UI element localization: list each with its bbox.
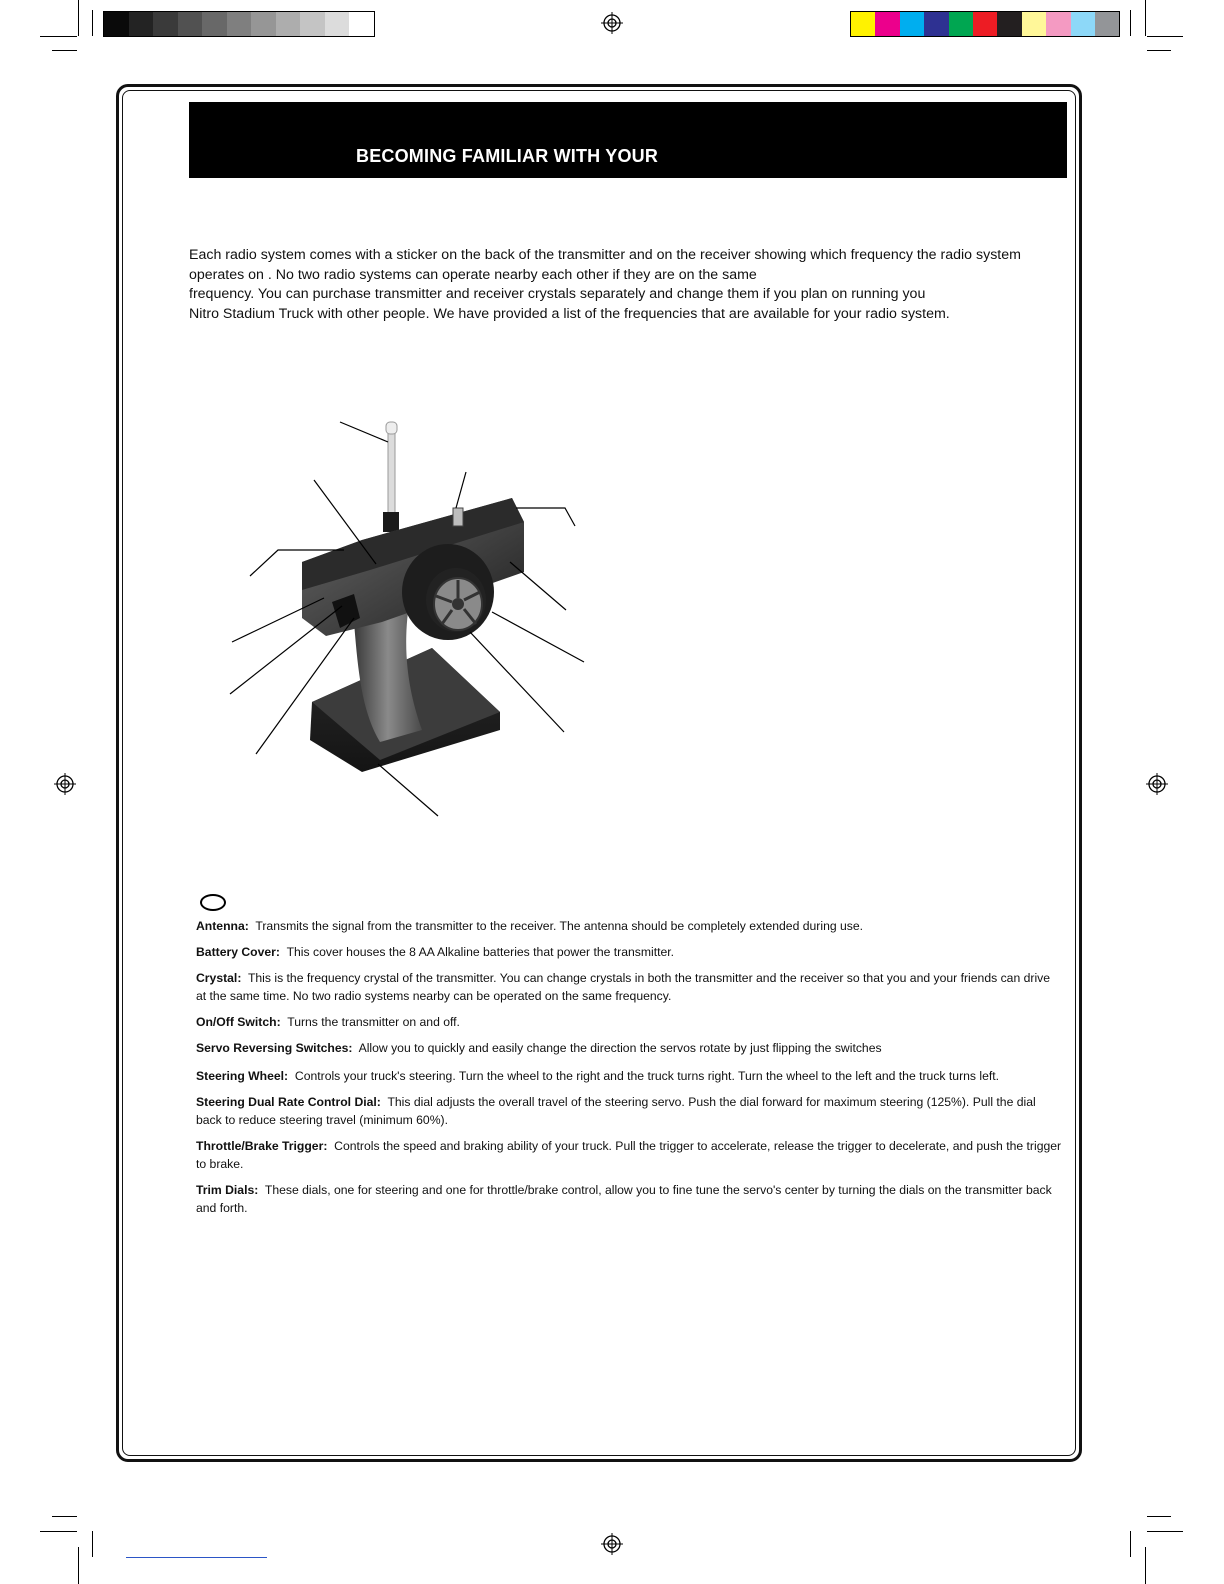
definitions-list	[196, 917, 1062, 1225]
definition-item	[196, 1067, 1062, 1085]
callout-antenna	[340, 422, 388, 442]
callout-grip	[256, 618, 354, 754]
definition-item	[196, 1013, 1062, 1031]
definition-term: Antenna:	[196, 919, 249, 933]
gray-swatch	[104, 12, 129, 36]
crop-mark	[52, 1516, 77, 1517]
definition-item	[196, 1137, 1062, 1173]
color-calibration-strip	[850, 11, 1120, 37]
crop-mark	[1147, 1516, 1171, 1517]
callout-crystal	[314, 480, 376, 564]
color-swatch	[851, 12, 875, 36]
color-swatch	[997, 12, 1021, 36]
registration-target-icon	[54, 773, 76, 795]
gray-swatch	[300, 12, 325, 36]
color-swatch	[875, 12, 899, 36]
definition-item	[196, 1093, 1062, 1129]
definition-term: Trim Dials:	[196, 1183, 259, 1197]
gray-swatch	[178, 12, 203, 36]
gray-swatch	[349, 12, 374, 36]
definition-text: Transmits the signal from the transmitter to the receiver. The antenna should be completely extended during use.	[255, 919, 864, 933]
callout-servo-reversing	[516, 508, 575, 526]
color-swatch	[973, 12, 997, 36]
gray-swatch	[153, 12, 178, 36]
definition-term: Steering Wheel:	[196, 1069, 289, 1083]
crop-mark	[1147, 1531, 1183, 1532]
crop-mark	[92, 1531, 93, 1557]
definition-text: Allow you to quickly and easily change the direction the servos rotate by just flipping the switches	[358, 1041, 882, 1055]
color-swatch	[924, 12, 948, 36]
definition-text: This dial adjusts the overall travel of the steering servo. Push the dial forward for maximum steering (125%). Pull the dial back to reduce steering travel (minimum 60%).	[196, 1095, 1036, 1127]
callout-lines	[220, 412, 600, 822]
definition-text: This cover houses the 8 AA Alkaline batteries that power the transmitter.	[286, 945, 675, 959]
gray-swatch	[202, 12, 227, 36]
definition-term: Crystal:	[196, 971, 242, 985]
definition-term: Servo Reversing Switches:	[196, 1041, 353, 1055]
definition-term: Throttle/Brake Trigger:	[196, 1139, 328, 1153]
page-title: BECOMING FAMILIAR WITH YOUR	[356, 146, 659, 166]
definition-text: Controls the speed and braking ability of your truck. Pull the trigger to accelerate, release the trigger to decelerate, and push the trigger to brake.	[196, 1139, 1062, 1171]
gray-swatch	[227, 12, 252, 36]
crop-mark	[40, 1531, 77, 1532]
callout-marker-oval	[200, 894, 226, 911]
callout-battery-cover	[230, 606, 342, 694]
color-swatch	[900, 12, 924, 36]
intro-line: frequency. You can purchase transmitter and receiver crystals separately and change them if you plan on running you	[189, 286, 926, 302]
registration-target-icon	[1146, 773, 1168, 795]
gray-swatch	[251, 12, 276, 36]
color-swatch	[1022, 12, 1046, 36]
crop-mark	[1145, 0, 1146, 36]
callout-throttle-trigger	[232, 598, 324, 642]
intro-line: Nitro Stadium Truck with other people. We have provided a list of the frequencies that are available for your radio system.	[189, 305, 950, 322]
crop-mark	[1130, 1531, 1131, 1557]
definition-item	[196, 969, 1062, 1005]
crop-mark	[92, 10, 93, 36]
definition-text: This is the frequency crystal of the transmitter. You can change crystals in both the transmitter and the receiver so that you and your friends can drive at the same time. No two radio systems nearby can be operated on the same frequency.	[196, 971, 1051, 1003]
definition-text: Controls your truck's steering. Turn the wheel to the right and the truck turns right. Turn the wheel to the left and the truck turns left.	[294, 1069, 1000, 1083]
definition-term: On/Off Switch:	[196, 1015, 281, 1029]
callout-steering-wheel	[492, 612, 584, 662]
color-swatch	[1095, 12, 1119, 36]
definition-item	[196, 917, 1062, 935]
callout-wheel-hub	[470, 632, 564, 732]
definition-term: Steering Dual Rate Control Dial:	[196, 1095, 381, 1109]
definition-item	[196, 1181, 1062, 1217]
crop-mark	[1147, 36, 1183, 37]
crop-mark	[1147, 50, 1171, 51]
registration-target-icon	[601, 12, 623, 34]
callout-base	[378, 764, 438, 816]
crop-mark	[78, 1547, 79, 1584]
footer-rule	[126, 1557, 267, 1558]
intro-line: Each radio system comes with a sticker on the back of the transmitter and on the receiver showing which frequency the radio system	[189, 247, 1021, 263]
color-swatch	[1046, 12, 1070, 36]
color-swatch	[949, 12, 973, 36]
intro-line: operates on . No two radio systems can operate nearby each other if they are on the same	[189, 266, 757, 283]
callout-trim-dials	[510, 562, 566, 610]
grayscale-calibration-strip	[103, 11, 375, 37]
callout-steering-dual-rate	[250, 550, 344, 576]
crop-mark	[1130, 10, 1131, 36]
crop-mark	[1145, 1547, 1146, 1584]
callout-on-off-switch	[456, 472, 466, 508]
definition-text: Turns the transmitter on and off.	[287, 1015, 460, 1029]
registration-target-icon	[601, 1533, 623, 1555]
definition-item	[196, 1039, 1062, 1057]
gray-swatch	[276, 12, 301, 36]
gray-swatch	[325, 12, 350, 36]
crop-mark	[78, 0, 79, 36]
definition-term: Battery Cover:	[196, 945, 280, 959]
definition-text: These dials, one for steering and one for throttle/brake control, allow you to fine tune the servo's center by turning the dials on the transmitter back and forth.	[196, 1183, 1052, 1215]
definition-item	[196, 943, 1062, 961]
crop-mark	[52, 50, 77, 51]
color-swatch	[1071, 12, 1095, 36]
gray-swatch	[129, 12, 154, 36]
crop-mark	[40, 36, 77, 37]
